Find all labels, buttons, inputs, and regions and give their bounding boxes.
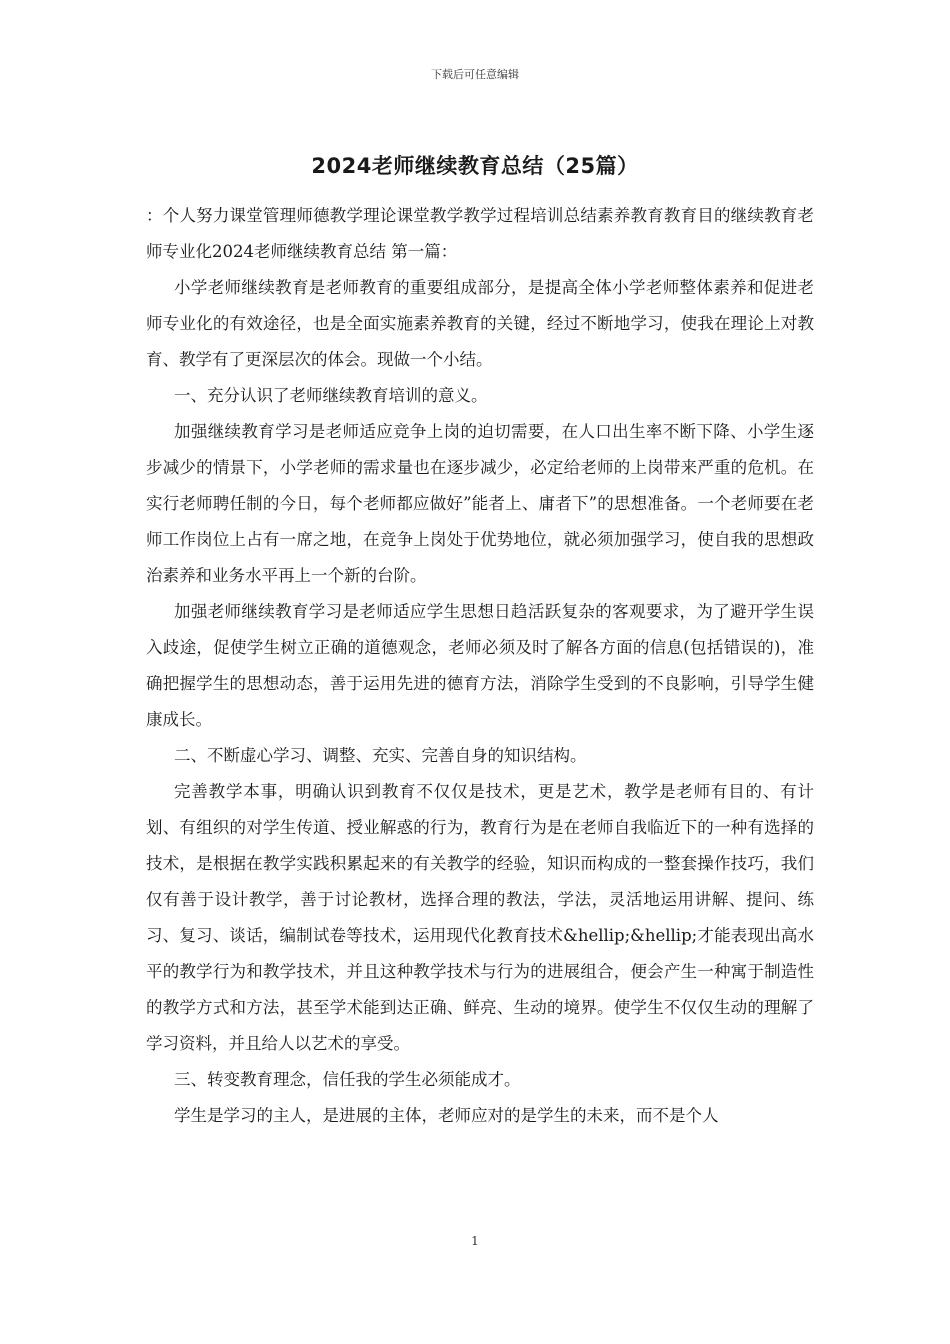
section-heading: 三、转变教育理念，信任我的学生必须能成才。	[174, 1070, 521, 1089]
page-number: 1	[471, 1234, 479, 1248]
paragraph: 学生是学习的主人，是进展的主体，老师应对的是学生的未来，而不是个人	[174, 1106, 719, 1125]
paragraph: 加强继续教育学习是老师适应竞争上岗的迫切需要，在人口出生率不断下降、小学生逐步减少的情景下，小学老师的需求量也在逐步减少，必定给老师的上岗带来严重的危机。在实行老师聘任制的今日，每个老师都应做好”能者上、庸者下”的思想准备。一个老师要在老师工作岗位上占有一席之地，在竞争上岗处于优势地位，就必须加强学习，使自我的思想政治素养和业务水平再上一个新的台阶。	[146, 422, 814, 585]
paragraph: 加强老师继续教育学习是老师适应学生思想日趋活跃复杂的客观要求，为了避开学生误入歧途，促使学生树立正确的道德观念，老师必须及时了解各方面的信息(包括错误的)，准确把握学生的思想动态，善于运用先进的德育方法，消除学生受到的不良影响，引导学生健康成长。	[146, 602, 814, 729]
document-title: 2024老师继续教育总结（25篇）	[311, 154, 639, 178]
keywords-line: ：个人努力课堂管理师德教学理论课堂教学教学过程培训总结素养教育教育目的继续教育老师专业化2024老师继续教育总结 第一篇：	[146, 206, 814, 261]
document-body	[146, 198, 814, 1134]
section-heading: 二、不断虚心学习、调整、充实、完善自身的知识结构。	[174, 746, 587, 765]
paragraph: 完善教学本事，明确认识到教育不仅仅是技术，更是艺术，教学是老师有目的、有计划、有组织的对学生传道、授业解惑的行为，教育行为是在老师自我临近下的一种有选择的技术，是根据在教学实践积累起来的有关教学的经验，知识而构成的一整套操作技巧，我们仅有善于设计教学，善于讨论教材，选择合理的教法，学法，灵活地运用讲解、提问、练习、复习、谈话，编制试卷等技术，运用现代化教育技术&hellip;&hellip;才能表现出高水平的教学行为和教学技术，并且这种教学技术与行为的进展组合，便会产生一种寓于制造性的教学方式和方法，甚至学术能到达正确、鲜亮、生动的境界。使学生不仅仅生动的理解了学习资料，并且给人以艺术的享受。	[146, 782, 814, 1053]
header-note: 下载后可任意编辑	[431, 68, 519, 81]
paragraph: 小学老师继续教育是老师教育的重要组成部分，是提高全体小学老师整体素养和促进老师专业化的有效途径，也是全面实施素养教育的关键，经过不断地学习，使我在理论上对教育、教学有了更深层次的体会。现做一个小结。	[146, 278, 814, 369]
section-heading: 一、充分认识了老师继续教育培训的意义。	[174, 386, 488, 405]
